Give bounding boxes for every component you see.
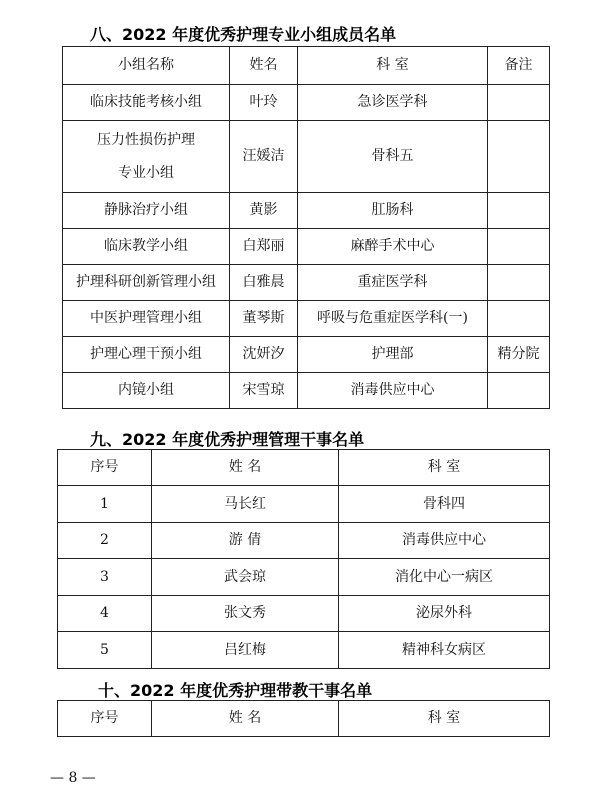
member-name-cell: 叶玲: [230, 85, 298, 121]
section10-title: 十、2022 年度优秀护理带教干事名单: [98, 681, 373, 700]
table-row: [63, 121, 550, 193]
section8-title: 八、2022 年度优秀护理专业小组成员名单: [90, 25, 397, 44]
member-name-cell: 游 倩: [152, 522, 339, 559]
department-cell: 骨科五: [298, 121, 488, 193]
table-header-row: [63, 47, 550, 85]
note-cell: [488, 301, 550, 337]
group-name-line: 中医护理管理小组: [90, 310, 202, 327]
department-cell: 重症医学科: [298, 265, 488, 301]
department-cell: 急诊医学科: [298, 85, 488, 121]
col-header-name: 姓 名: [152, 701, 339, 737]
department-cell: 肛肠科: [298, 193, 488, 229]
department-cell: 精神科女病区: [339, 632, 550, 669]
note-cell: [488, 265, 550, 301]
col-header-no: 序号: [58, 450, 152, 486]
page-number: — 8 —: [50, 770, 96, 786]
member-name-cell: 董琴斯: [230, 301, 298, 337]
col-header-note: 备注: [488, 47, 550, 85]
serial-number-cell: 1: [58, 486, 152, 523]
member-name-cell: 张文秀: [152, 595, 339, 632]
member-name-cell: 武会琼: [152, 559, 339, 596]
col-header-name: 姓 名: [152, 450, 339, 486]
table-row: [58, 522, 550, 559]
department-cell: 消毒供应中心: [298, 373, 488, 409]
group-name-line: 专业小组: [118, 164, 174, 181]
col-header-no: 序号: [58, 701, 152, 737]
member-name-cell: 宋雪琼: [230, 373, 298, 409]
department-cell: 消化中心一病区: [339, 559, 550, 596]
note-cell: [488, 121, 550, 193]
member-name-cell: 黄影: [230, 193, 298, 229]
section9-title: 九、2022 年度优秀护理管理干事名单: [90, 430, 365, 449]
serial-number-cell: 2: [58, 522, 152, 559]
group-name-cell: [63, 301, 230, 337]
member-name-cell: 白郑丽: [230, 229, 298, 265]
note-cell: [488, 193, 550, 229]
table-row: [63, 265, 550, 301]
note-cell: [488, 229, 550, 265]
col-header-dept: 科 室: [298, 47, 488, 85]
table-row: [63, 85, 550, 121]
table-row: [63, 337, 550, 373]
serial-number-cell: 3: [58, 559, 152, 596]
department-cell: 消毒供应中心: [339, 522, 550, 559]
department-cell: 护理部: [298, 337, 488, 373]
group-name-line: 压力性损伤护理: [97, 132, 195, 149]
member-name-cell: 汪媛洁: [230, 121, 298, 193]
note-cell: [488, 85, 550, 121]
group-name-cell: [63, 265, 230, 301]
table-row: [63, 373, 550, 409]
department-cell: 麻醉手术中心: [298, 229, 488, 265]
table-row: [58, 595, 550, 632]
col-header-dept: 科 室: [339, 701, 550, 737]
note-cell: 精分院: [488, 337, 550, 373]
group-name-line: 内镜小组: [118, 382, 174, 399]
group-name-cell: [63, 193, 230, 229]
member-name-cell: 马长红: [152, 486, 339, 523]
table-row: [63, 229, 550, 265]
department-cell: 骨科四: [339, 486, 550, 523]
table-row: [58, 486, 550, 523]
table-header-row: [58, 701, 550, 737]
group-name-line: 护理科研创新管理小组: [76, 274, 216, 291]
group-name-cell: [63, 337, 230, 373]
member-name-cell: 沈妍汐: [230, 337, 298, 373]
group-name-line: 临床教学小组: [104, 238, 188, 255]
group-name-line: 临床技能考核小组: [90, 94, 202, 111]
table-row: [63, 301, 550, 337]
group-name-cell: [63, 229, 230, 265]
group-name-line: 静脉治疗小组: [104, 202, 188, 219]
group-name-line: 护理心理干预小组: [90, 346, 202, 363]
section9-table: [57, 449, 550, 669]
group-name-cell: [63, 121, 230, 193]
table-header-row: [58, 450, 550, 486]
section8-table: [62, 46, 550, 409]
table-row: [63, 193, 550, 229]
table-row: [58, 559, 550, 596]
department-cell: 泌尿外科: [339, 595, 550, 632]
department-cell: 呼吸与危重症医学科(一): [298, 301, 488, 337]
section10-table: [57, 700, 550, 737]
serial-number-cell: 5: [58, 632, 152, 669]
col-header-group: 小组名称: [63, 47, 230, 85]
col-header-name: 姓名: [230, 47, 298, 85]
table-row: [58, 632, 550, 669]
member-name-cell: 吕红梅: [152, 632, 339, 669]
col-header-dept: 科 室: [339, 450, 550, 486]
note-cell: [488, 373, 550, 409]
member-name-cell: 白雅晨: [230, 265, 298, 301]
group-name-cell: [63, 373, 230, 409]
group-name-cell: [63, 85, 230, 121]
serial-number-cell: 4: [58, 595, 152, 632]
